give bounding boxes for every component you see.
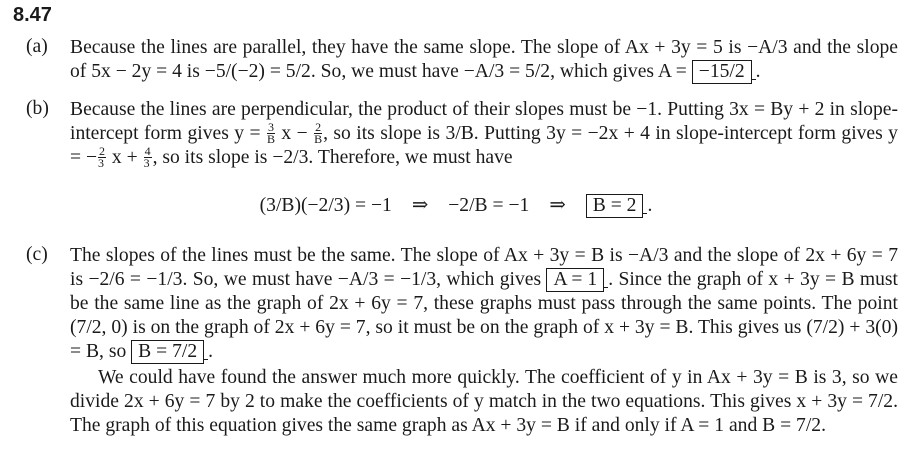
answer-box-c1: A = 1 xyxy=(546,268,604,292)
implies-arrow: ⇒ xyxy=(549,195,566,216)
part-b xyxy=(26,98,898,170)
part-c-text-1: The slopes of the lines must be the same. The slope of Ax + 3y = B is −A/3 and the slope of 2x + 6y = 7 is −2/6 = −1/3. So, we must have −A/3 = −1/3, which gives xyxy=(70,245,898,290)
frac-num: 3 xyxy=(267,120,274,135)
part-c-text-2: . Since the graph of x + 3y = B must be the same line as the graph of 2x + 6y = 7, these graphs must pass through the same points. The point (7/2, 0) is on the graph of 2x + 6y = 7, so it must be on the graph of x + 3y = B. This gives us (7/2) + 3(0) = B, so xyxy=(70,269,899,362)
part-b-minus: x − xyxy=(281,123,308,144)
part-c-paragraph-1 xyxy=(70,244,898,364)
displayed-equation-b xyxy=(0,194,912,218)
part-b-label: (b) xyxy=(26,98,49,119)
fraction-4-over-3 xyxy=(144,146,152,169)
part-a-end: . xyxy=(755,61,761,82)
equation-end: . xyxy=(647,195,653,216)
frac-num: 4 xyxy=(144,144,151,159)
part-a-body xyxy=(70,36,898,84)
problem-number: 8.47 xyxy=(13,4,52,26)
part-b-line-3b: , so its slope is −2/3. Therefore, we must have xyxy=(152,147,513,168)
answer-box-c2: B = 7/2 xyxy=(131,340,204,364)
part-b-line-1: Because the lines are perpendicular, the product of their slopes must be −1. Putting 3x = By + 2 in xyxy=(70,99,845,120)
frac-num: 2 xyxy=(315,120,322,135)
frac-den: B xyxy=(266,132,275,147)
equation-step-2: −2/B = −1 xyxy=(448,195,530,216)
part-a xyxy=(26,36,898,84)
part-b-plus: x + xyxy=(111,147,138,168)
implies-arrow: ⇒ xyxy=(411,195,429,216)
part-b-body xyxy=(70,98,898,170)
answer-box-a: −15/2 xyxy=(692,60,752,84)
part-c-text-3: . xyxy=(208,341,214,362)
part-c xyxy=(26,244,898,438)
part-b-line-3a: form gives y = − xyxy=(70,123,898,168)
part-c-body xyxy=(70,244,898,438)
part-c-label: (c) xyxy=(26,244,48,265)
frac-den: 3 xyxy=(98,156,104,171)
part-b-line-2b: , so its slope is 3/B. Putting 3y = −2x + 4 in slope-intercept xyxy=(323,123,793,144)
equation-step-1: (3/B)(−2/3) = −1 xyxy=(259,195,392,216)
part-b-line-2a: slope-intercept form gives y = xyxy=(70,99,898,144)
part-a-text: Because the lines are parallel, they have the same slope. The slope of Ax + 3y = 5 is −A/3 and the slope of 5x − 2y = 4 is −5/(−2) = 5/2. So, we must have −A/3 = 5/2, which gives A = xyxy=(70,37,898,82)
answer-box-b: B = 2 xyxy=(586,194,644,218)
fraction-2-over-b xyxy=(314,122,322,145)
fraction-3-over-b xyxy=(267,122,275,145)
frac-den: B xyxy=(314,132,323,147)
part-a-label: (a) xyxy=(26,36,48,57)
fraction-2-over-3 xyxy=(98,146,106,169)
part-c-paragraph-2: We could have found the answer much more quickly. The coefficient of y in Ax + 3y = B is 3, so we divide 2x + 6y = 7 by 2 to make the coefficients of y match in the two equations. This gives x + 3y = 7/2. The graph of this equation gives the same graph as Ax + 3y = B if and only if A = 1 and B = 7/2. xyxy=(70,367,898,436)
frac-num: 2 xyxy=(99,144,105,159)
frac-den: 3 xyxy=(143,156,150,171)
